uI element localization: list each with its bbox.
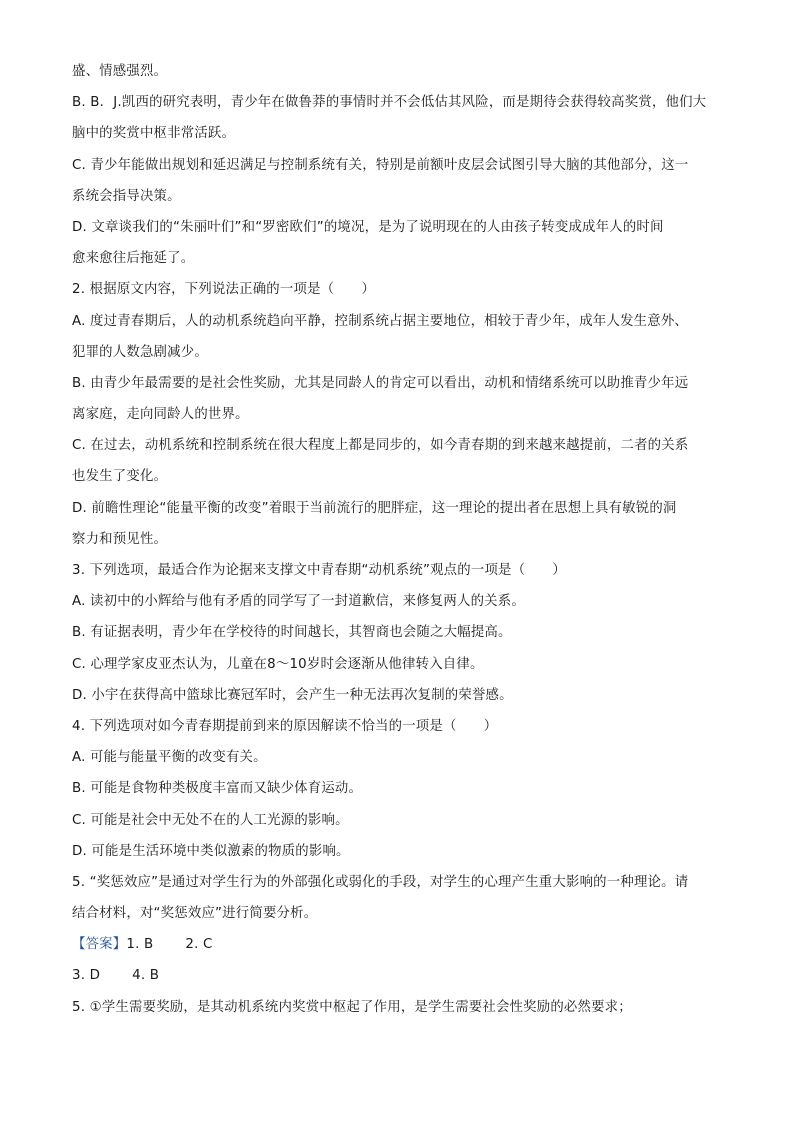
option-c-line: C. 青少年能做出规划和延迟满足与控制系统有关，特别是前额叶皮层会试图引导大脑的其他部分，这一 xyxy=(72,157,689,173)
text-line: 结合材料，对“奖惩效应”进行简要分析。 xyxy=(72,906,318,922)
answer-3: 3. D xyxy=(72,968,101,984)
option-d-line: D. 小宇在获得高中篮球比赛冠军时，会产生一种无法再次复制的荣誉感。 xyxy=(72,687,513,703)
option-c-line: C. 可能是社会中无处不在的人工光源的影响。 xyxy=(72,812,349,828)
text-line: 犯罪的人数急剧减少。 xyxy=(72,344,208,360)
answer-line-1 xyxy=(72,929,722,960)
text-line: 离家庭，走向同龄人的世界。 xyxy=(72,407,249,423)
question-4: 4. 下列选项对如今青春期提前到来的原因解读不恰当的一项是（ ） xyxy=(72,718,498,734)
answer-5-line: 5. ①学生需要奖励，是其动机系统内奖赏中枢起了作用，是学生需要社会性奖励的必然要求； xyxy=(72,999,632,1015)
text-line: 脑中的奖赏中枢非常活跃。 xyxy=(72,126,236,142)
question-3: 3. 下列选项，最适合作为论据来支撑文中青春期“动机系统”观点的一项是（ ） xyxy=(72,563,566,578)
text-line: 愈来愈往后拖延了。 xyxy=(72,251,195,267)
answer-tag: 【答案】 xyxy=(72,937,127,953)
option-b-line: B. 有证据表明，青少年在学校待的时间越长，其智商也会随之大幅提高。 xyxy=(72,625,512,641)
option-b-line: B. B．J.凯西的研究表明，青少年在做鲁莽的事情时并不会低估其风险，而是期待会获得较高奖赏，他们大 xyxy=(72,95,707,111)
option-c-line: C. 在过去，动机系统和控制系统在很大程度上都是同步的，如今青春期的到来越来越提前，二者的关系 xyxy=(72,438,689,454)
answer-2: 2. C xyxy=(185,937,213,953)
answer-line-2 xyxy=(72,960,722,991)
text-line: 盛、情感强烈。 xyxy=(72,64,168,79)
option-d-line: D. 前瞻性理论“能量平衡的改变”着眼于当前流行的肥胖症，这一理论的提出者在思想上具有敏锐的洞 xyxy=(72,500,677,516)
option-a-line: A. 可能与能量平衡的改变有关。 xyxy=(72,750,267,766)
option-c-line: C. 心理学家皮亚杰认为，儿童在8～10岁时会逐渐从他律转入自律。 xyxy=(72,656,484,672)
answer-4: 4. B xyxy=(132,968,160,984)
question-2: 2. 根据原文内容，下列说法正确的一项是（ ） xyxy=(72,282,376,298)
document-page xyxy=(72,56,722,1023)
text-line: 察力和预见性。 xyxy=(72,531,168,547)
option-a-line: A. 度过青春期后，人的动机系统趋向平静，控制系统占据主要地位，相较于青少年，成年人发生意外、 xyxy=(72,313,689,329)
text-line: 系统会指导决策。 xyxy=(72,188,181,204)
question-5: 5. “奖惩效应”是通过对学生行为的外部强化或弱化的手段，对学生的心理产生重大影响的一种理论。请 xyxy=(72,874,689,890)
option-b-line: B. 可能是食物种类极度丰富而又缺少体育运动。 xyxy=(72,781,363,797)
option-d-line: D. 文章谈我们的“朱丽叶们”和“罗密欧们”的境况，是为了说明现在的人由孩子转变成成年人的时间 xyxy=(72,219,664,235)
answer-1: 1. B xyxy=(126,937,154,953)
option-a-line: A. 读初中的小辉给与他有矛盾的同学写了一封道歉信，来修复两人的关系。 xyxy=(72,594,525,610)
option-b-line: B. 由青少年最需要的是社会性奖励，尤其是同龄人的肯定可以看出，动机和情绪系统可以助推青少年远 xyxy=(72,375,689,391)
option-d-line: D. 可能是生活环境中类似激素的物质的影响。 xyxy=(72,843,350,859)
text-line: 也发生了变化。 xyxy=(72,469,168,485)
